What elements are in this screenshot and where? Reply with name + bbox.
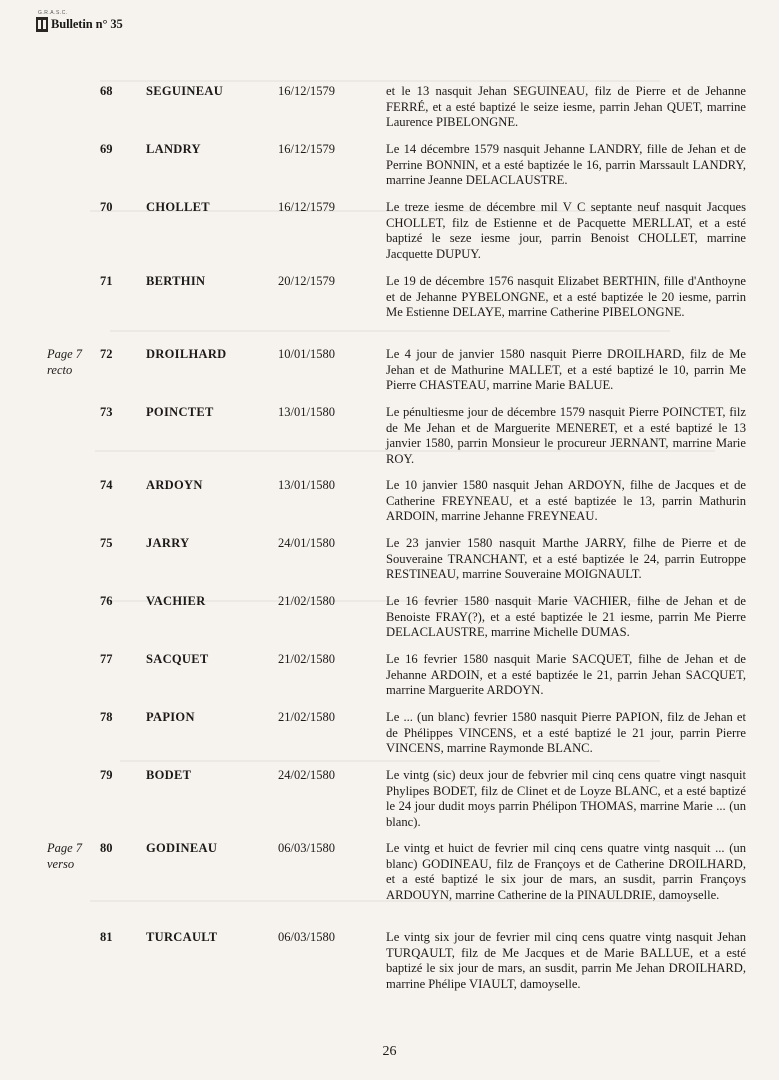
entry-date: 24/01/1580	[278, 536, 335, 550]
entry-date: 06/03/1580	[278, 930, 335, 944]
entry-date: 20/12/1579	[278, 274, 335, 288]
margin-note	[47, 841, 82, 872]
entry-text: Le 4 jour de janvier 1580 nasquit Pierre DROILHARD, filz de Me Jehan et de Mathurine MALLET, et a esté baptizé le 10, parrin Me Pierre CHASTEAU, marrine Marie BALUE.	[386, 347, 746, 393]
entry-text: Le treze iesme de décembre mil V C septante neuf nasquit Jacques CHOLLET, filz de Estienne et de Pacquette MERLLAT, et a esté baptizé le seze iesme jour, parrin Benoist CHOLLET, marrine Jacquette DUPUY.	[386, 200, 746, 261]
entry-surname: PAPION	[146, 710, 195, 724]
entry-number: 70	[100, 200, 113, 214]
entry-date: 21/02/1580	[278, 710, 335, 724]
bulletin-title: Bulletin n° 35	[51, 17, 123, 31]
entry-date: 10/01/1580	[278, 347, 335, 361]
entry-surname: SEGUINEAU	[146, 84, 224, 98]
entry-text: et le 13 nasquit Jehan SEGUINEAU, filz de Pierre et de Jehanne FERRÉ, et a esté baptizé le seize iesme, parrin Jehan QUET, marrine Laurence PIBELONGNE.	[386, 84, 746, 130]
logo-icon	[36, 17, 48, 32]
entry-number: 73	[100, 405, 113, 419]
entry-date: 13/01/1580	[278, 405, 335, 419]
page-header	[36, 10, 123, 32]
page-number: 26	[382, 1044, 397, 1059]
entry-surname: BODET	[146, 768, 192, 782]
entry-number: 72	[100, 347, 113, 361]
entry-surname: TURCAULT	[146, 930, 218, 944]
entry-text: Le 23 janvier 1580 nasquit Marthe JARRY, filhe de Pierre et de Souveraine TRANCHANT, et a esté baptizée le 24, parrin Eutroppe RESTINEAU, marrine Souveraine MOIGNAULT.	[386, 536, 746, 582]
entry-surname: GODINEAU	[146, 841, 218, 855]
entry-number: 68	[100, 84, 113, 98]
margin-note	[47, 347, 82, 378]
entry-number: 71	[100, 274, 113, 288]
entry-date: 13/01/1580	[278, 478, 335, 492]
entry-text: Le ... (un blanc) fevrier 1580 nasquit Pierre PAPION, filz de Jehan et de Phélippes VINCENS, et a esté baptizé le 21 jour, parrin Pierre VINCENS, marrine Raymonde BLANC.	[386, 710, 746, 756]
entry-number: 77	[100, 652, 113, 666]
entry-number: 74	[100, 478, 113, 492]
entry-surname: VACHIER	[146, 594, 206, 608]
entry-date: 16/12/1579	[278, 200, 335, 214]
entry-text: Le vintg six jour de fevrier mil cinq cens quatre vintg nasquit Jehan TURQAULT, filz de Me Jacques et de Marie BALLUE, et a esté baptizé le six jour de mars, an susdit, parrin Me Jehan DROILHARD, marrine Phélipe VIAULT, damoyselle.	[386, 930, 746, 991]
entry-surname: LANDRY	[146, 142, 201, 156]
entry-text: Le vintg et huict de fevrier mil cinq cens quatre vintg nasquit ... (un blanc) GODINEAU, filz de Françoys et de Catherine DROILHARD, et a esté baptizé le six jour de mars, an susdit, parrin Françoys ARDOUYN, marrine Catherine de la PINAULDRIE, damoyselle.	[386, 841, 746, 902]
entry-text: Le 10 janvier 1580 nasquit Jehan ARDOYN, filhe de Jacques et de Catherine FREYNEAU, et a esté baptizée le 13, parrin Mathurin ARDOIN, marrine Jehanne FREYNEAU.	[386, 478, 746, 524]
margin-page: Page 7	[47, 347, 83, 361]
entry-text: Le 14 décembre 1579 nasquit Jehanne LANDRY, fille de Jehan et de Perrine BONNIN, et a esté baptizée le 16, parrin Marssault LANDRY, marrine Jeanne DELACLAUSTRE.	[386, 142, 746, 188]
entry-date: 16/12/1579	[278, 142, 335, 156]
entry-surname: ARDOYN	[146, 478, 203, 492]
entry-text: Le 19 de décembre 1576 nasquit Elizabet BERTHIN, fille d'Anthoyne et de Jehanne PYBELONGNE, et a esté baptizée le 20 iesme, parrin Me Estienne DELAYE, marrine Catherine PIBELONGNE.	[386, 274, 746, 320]
entry-number: 80	[100, 841, 113, 855]
entry-date: 21/02/1580	[278, 652, 335, 666]
entry-number: 78	[100, 710, 113, 724]
entry-number: 75	[100, 536, 113, 550]
entry-number: 79	[100, 768, 113, 782]
publisher-mark: G.R.A.S.C.	[38, 10, 68, 16]
entry-number: 76	[100, 594, 113, 608]
entry-date: 16/12/1579	[278, 84, 335, 98]
margin-page: Page 7	[47, 841, 83, 855]
margin-side: recto	[47, 362, 73, 377]
entry-date: 21/02/1580	[278, 594, 335, 608]
entry-date: 06/03/1580	[278, 841, 335, 855]
margin-side: verso	[47, 856, 75, 871]
entry-number: 69	[100, 142, 113, 156]
entry-surname: BERTHIN	[146, 274, 206, 288]
entry-text: Le vintg (sic) deux jour de febvrier mil cinq cens quatre vingt nasquit Phylipes BODET, filz de Clinet et de Loyze BLANC, et a esté baptizé le 24 jour dudit moys parrin Phélipon THOMAS, marrine Marie ... (un blanc).	[386, 768, 746, 829]
entry-surname: JARRY	[146, 536, 190, 550]
entry-surname: POINCTET	[146, 405, 214, 419]
entry-text: Le 16 fevrier 1580 nasquit Marie VACHIER, filhe de Jehan et de Benoiste FRAY(?), et a esté baptizée le 21 iesme, parrin Me Pierre DELACLAUSTRE, marrine Michelle DUMAS.	[386, 594, 746, 640]
entry-date: 24/02/1580	[278, 768, 335, 782]
entry-surname: SACQUET	[146, 652, 209, 666]
entry-surname: DROILHARD	[146, 347, 227, 361]
entry-surname: CHOLLET	[146, 200, 210, 214]
entry-text: Le 16 fevrier 1580 nasquit Marie SACQUET, filhe de Jehan et de Jehanne ARDOIN, et a esté baptizée le 21, parrin Jehan SACQUET, marrine Marguerite ARDOYN.	[386, 652, 746, 698]
entry-number: 81	[100, 930, 113, 944]
entry-text: Le pénultiesme jour de décembre 1579 nasquit Pierre POINCTET, filz de Me Jehan et de Marguerite MENERET, et a esté baptizé le 13 janvier 1580, parrin Monsieur le procureur JERNANT, marrine Marie ROY.	[386, 405, 746, 466]
